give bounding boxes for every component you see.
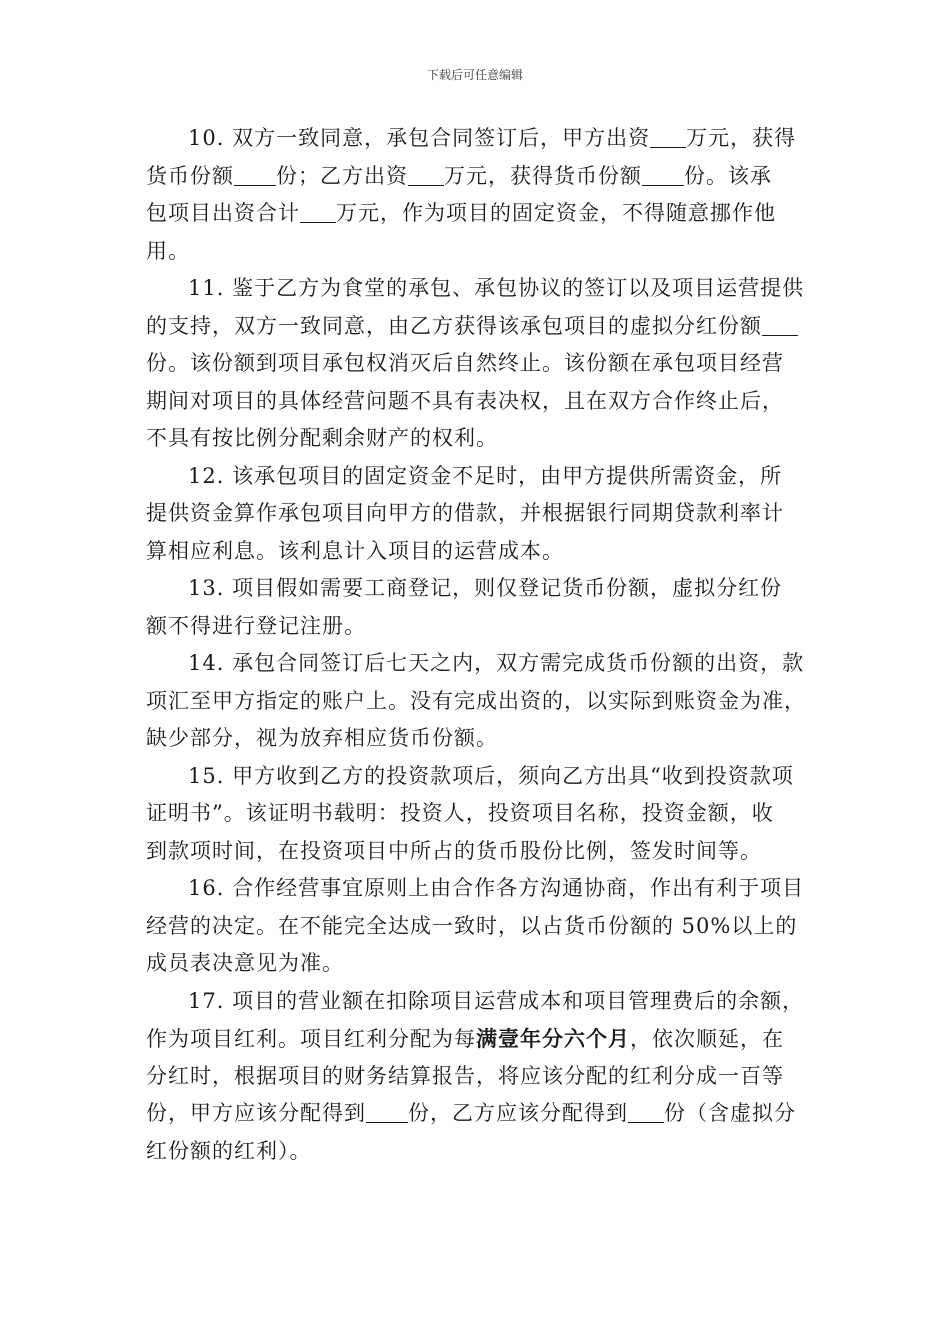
clause-17-line-2 <box>146 1020 810 1058</box>
blank-field <box>762 313 798 336</box>
clause-16-line-3: 成员表决意见为准。 <box>146 951 344 975</box>
text-run: 货币份额 <box>146 163 234 188</box>
clause-15-line-3: 到款项时间，在投资项目中所占的货币股份比例，签发时间等。 <box>146 838 762 863</box>
text-run: 万元，获得货币份额 <box>444 163 642 188</box>
text-run: 作为项目红利。项目红利分配为每 <box>146 1027 476 1051</box>
clause-15-line-2: 证明书”。该证明书载明：投资人，投资项目名称，投资金额，收 <box>146 801 774 825</box>
document-body <box>146 120 810 1170</box>
clause-16-line-1: 16. 合作经营事宜原则上由合作各方沟通协商，作出有利于项目 <box>188 876 805 900</box>
blank-field <box>628 1100 664 1123</box>
bold-text-run: 满壹年分六个月 <box>476 1026 630 1051</box>
clause-11-line-1: 11. 鉴于乙方为食堂的承包、承包协议的签订以及项目运营提供 <box>188 276 805 300</box>
clause-14-line-2: 项汇至甲方指定的账户上。没有完成出资的，以实际到账资金为准， <box>146 688 806 713</box>
blank-field <box>300 200 336 223</box>
blank-field <box>234 163 276 186</box>
clause-10-line-1 <box>146 120 810 158</box>
clause-17-line-1: 17. 项目的营业额在扣除项目运营成本和项目管理费后的余额， <box>188 988 805 1013</box>
clause-15-line-1: 15. 甲方收到乙方的投资款项后，须向乙方出具“收到投资款项 <box>188 763 794 788</box>
clause-11-line-3: 份。该份额到项目承包权消灭后自然终止。该份额在承包项目经营 <box>146 351 784 375</box>
text-run: 10. 双方一致同意，承包合同签订后，甲方出资 <box>188 126 651 150</box>
blank-field <box>408 163 444 186</box>
clause-14-line-3: 缺少部分，视为放弃相应货币份额。 <box>146 726 498 750</box>
blank-field <box>366 1100 408 1123</box>
text-run: 份，乙方应该分配得到 <box>408 1101 628 1125</box>
clause-13-line-1: 13. 项目假如需要工商登记，则仅登记货币份额，虚拟分红份 <box>188 576 783 600</box>
blank-field <box>650 125 686 148</box>
text-run: 份；乙方出资 <box>276 163 408 188</box>
text-run: 份，甲方应该分配得到 <box>146 1101 366 1125</box>
text-run: ，依次顺延，在 <box>630 1027 784 1051</box>
clause-10-line-4: 用。 <box>146 238 190 263</box>
clause-12-line-2: 提供资金算作承包项目向甲方的借款，并根据银行同期贷款利率计 <box>146 501 784 525</box>
clause-13-line-2: 额不得进行登记注册。 <box>146 613 366 638</box>
clause-10-line-3 <box>146 195 810 233</box>
text-run: 包项目出资合计 <box>146 201 300 225</box>
clause-12-line-3: 算相应利息。该利息计入项目的运营成本。 <box>146 538 564 563</box>
clause-17-line-4 <box>146 1095 810 1133</box>
text-run: 份（含虚拟分 <box>664 1101 796 1125</box>
clause-16-line-2: 经营的决定。在不能完全达成一致时，以占货币份额的 50%以上的 <box>146 913 798 938</box>
text-run: 万元，获得 <box>686 126 797 150</box>
page-header: 下载后可任意编辑 <box>426 68 523 82</box>
clause-17-line-3: 分红时，根据项目的财务结算报告，将应该分配的红利分成一百等 <box>146 1063 784 1088</box>
clause-10-line-2 <box>146 158 810 196</box>
clause-14-line-1: 14. 承包合同签订后七天之内，双方需完成货币份额的出资，款 <box>188 651 805 675</box>
clause-11-line-2 <box>146 308 810 346</box>
blank-field <box>642 163 684 186</box>
clause-11-line-5: 不具有按比例分配剩余财产的权利。 <box>146 426 498 450</box>
clause-12-line-1: 12. 该承包项目的固定资金不足时，由甲方提供所需资金，所 <box>188 463 783 488</box>
clause-11-line-4: 期间对项目的具体经营问题不具有表决权，且在双方合作终止后， <box>146 388 784 413</box>
clause-17-line-5: 红份额的红利）。 <box>146 1138 312 1163</box>
text-run: 份。该承 <box>684 163 772 188</box>
text-run: 万元，作为项目的固定资金，不得随意挪作他 <box>336 201 776 225</box>
text-run: 的支持，双方一致同意，由乙方获得该承包项目的虚拟分红份额 <box>146 313 762 338</box>
